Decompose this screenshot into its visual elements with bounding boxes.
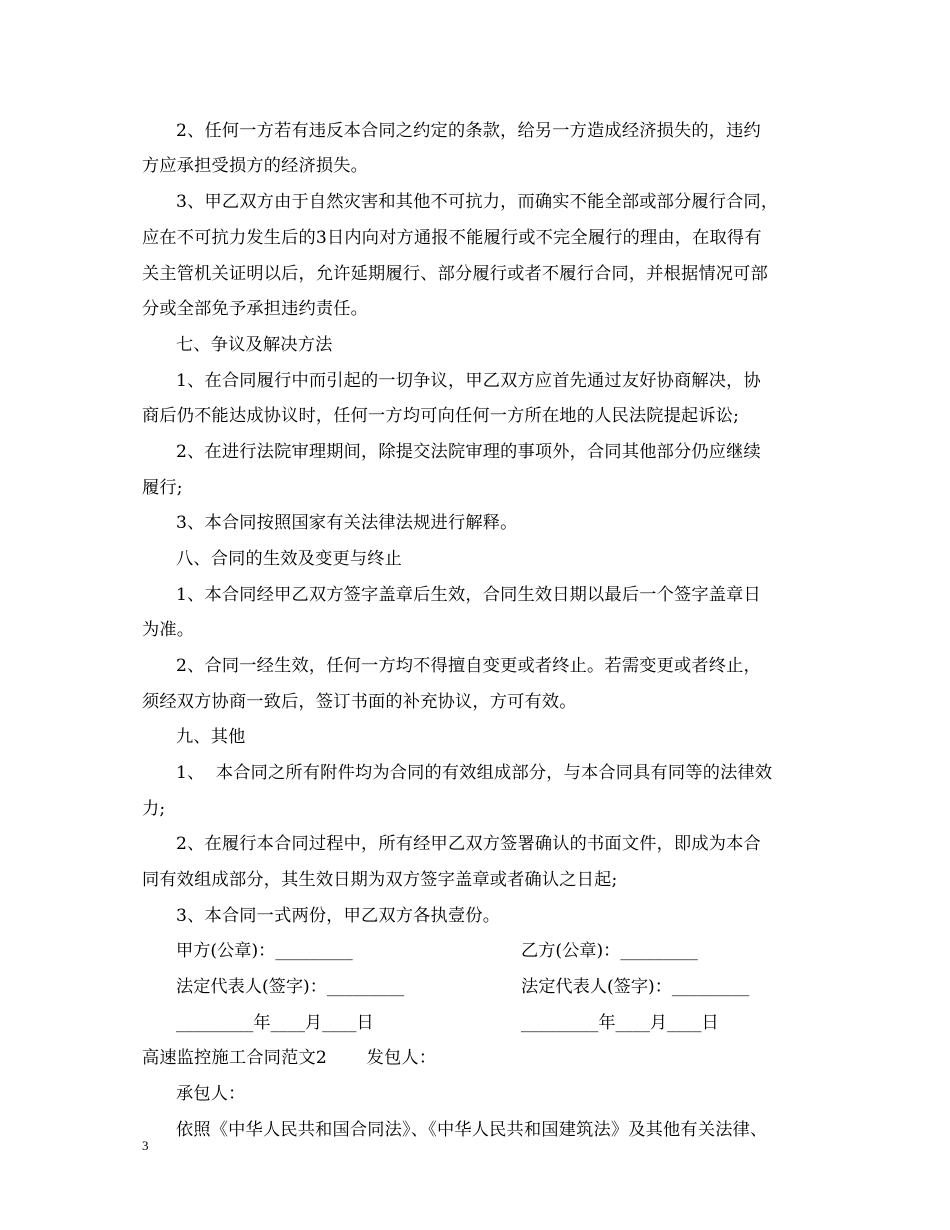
paragraph-line: 分或全部免予承担违约责任。 — [142, 299, 369, 319]
paragraph-line: 3、本合同一式两份，甲乙双方各执壹份。 — [176, 906, 501, 926]
next-contract-title: 高速监控施工合同范文2 发包人： — [142, 1048, 437, 1068]
paragraph-line: 须经双方协商一致后，签订书面的补充协议，方可有效。 — [142, 692, 577, 712]
party-a-seal-field: 甲方(公章)：_________ — [176, 941, 353, 961]
party-b-date-field: _________年____月____日 — [521, 1013, 719, 1033]
paragraph-line: 2、在进行法院审理期间，除提交法院审理的事项外，合同其他部分仍应继续 — [176, 442, 761, 462]
paragraph-line: 1、在合同履行中而引起的一切争议，甲乙双方应首先通过友好协商解决，协 — [176, 371, 761, 391]
section-heading: 八、合同的生效及变更与终止 — [176, 549, 403, 569]
paragraph-line: 方应承担受损方的经济损失。 — [142, 156, 369, 176]
paragraph-line: 1、 本合同之所有附件均为合同的有效组成部分，与本合同具有同等的法律效 — [176, 763, 773, 783]
paragraph-line: 2、任何一方若有违反本合同之约定的条款，给另一方造成经济损失的，违约 — [176, 121, 761, 141]
paragraph-line: 依照《中华人民共和国合同法》、《中华人民共和国建筑法》及其他有关法律、 — [176, 1120, 768, 1140]
paragraph-line: 3、甲乙双方由于自然灾害和其他不可抗力，而确实不能全部或部分履行合同， — [176, 192, 779, 212]
paragraph-line: 为准。 — [142, 620, 195, 640]
paragraph-line: 1、本合同经甲乙双方签字盖章后生效，合同生效日期以最后一个签字盖章日 — [176, 585, 761, 605]
party-b-seal-field: 乙方(公章)：_________ — [521, 941, 698, 961]
section-heading: 七、争议及解决方法 — [176, 335, 333, 355]
paragraph-line: 2、在履行本合同过程中，所有经甲乙双方签署确认的书面文件，即成为本合 — [176, 834, 761, 854]
party-a-date-field: _________年____月____日 — [176, 1013, 374, 1033]
party-a-representative-field: 法定代表人(签字)：_________ — [176, 977, 405, 997]
section-heading: 九、其他 — [176, 727, 246, 747]
party-b-representative-field: 法定代表人(签字)：_________ — [521, 977, 750, 997]
paragraph-line: 应在不可抗力发生后的3日内向对方通报不能履行或不完全履行的理由，在取得有 — [142, 228, 762, 248]
contractor-line: 承包人： — [176, 1084, 246, 1104]
paragraph-line: 商后仍不能达成协议时，任何一方均可向任何一方所在地的人民法院提起诉讼; — [142, 406, 740, 426]
paragraph-line: 同有效组成部分，其生效日期为双方签字盖章或者确认之日起; — [142, 870, 618, 890]
paragraph-line: 关主管机关证明以后，允许延期履行、部分履行或者不履行合同，并根据情况可部 — [142, 264, 768, 284]
paragraph-line: 履行; — [142, 478, 183, 498]
paragraph-line: 3、本合同按照国家有关法律法规进行解释。 — [176, 513, 518, 533]
paragraph-line: 力; — [142, 799, 166, 819]
paragraph-line: 2、合同一经生效，任何一方均不得擅自变更或者终止。若需变更或者终止， — [176, 656, 761, 676]
page-number: 3 — [142, 1138, 149, 1153]
